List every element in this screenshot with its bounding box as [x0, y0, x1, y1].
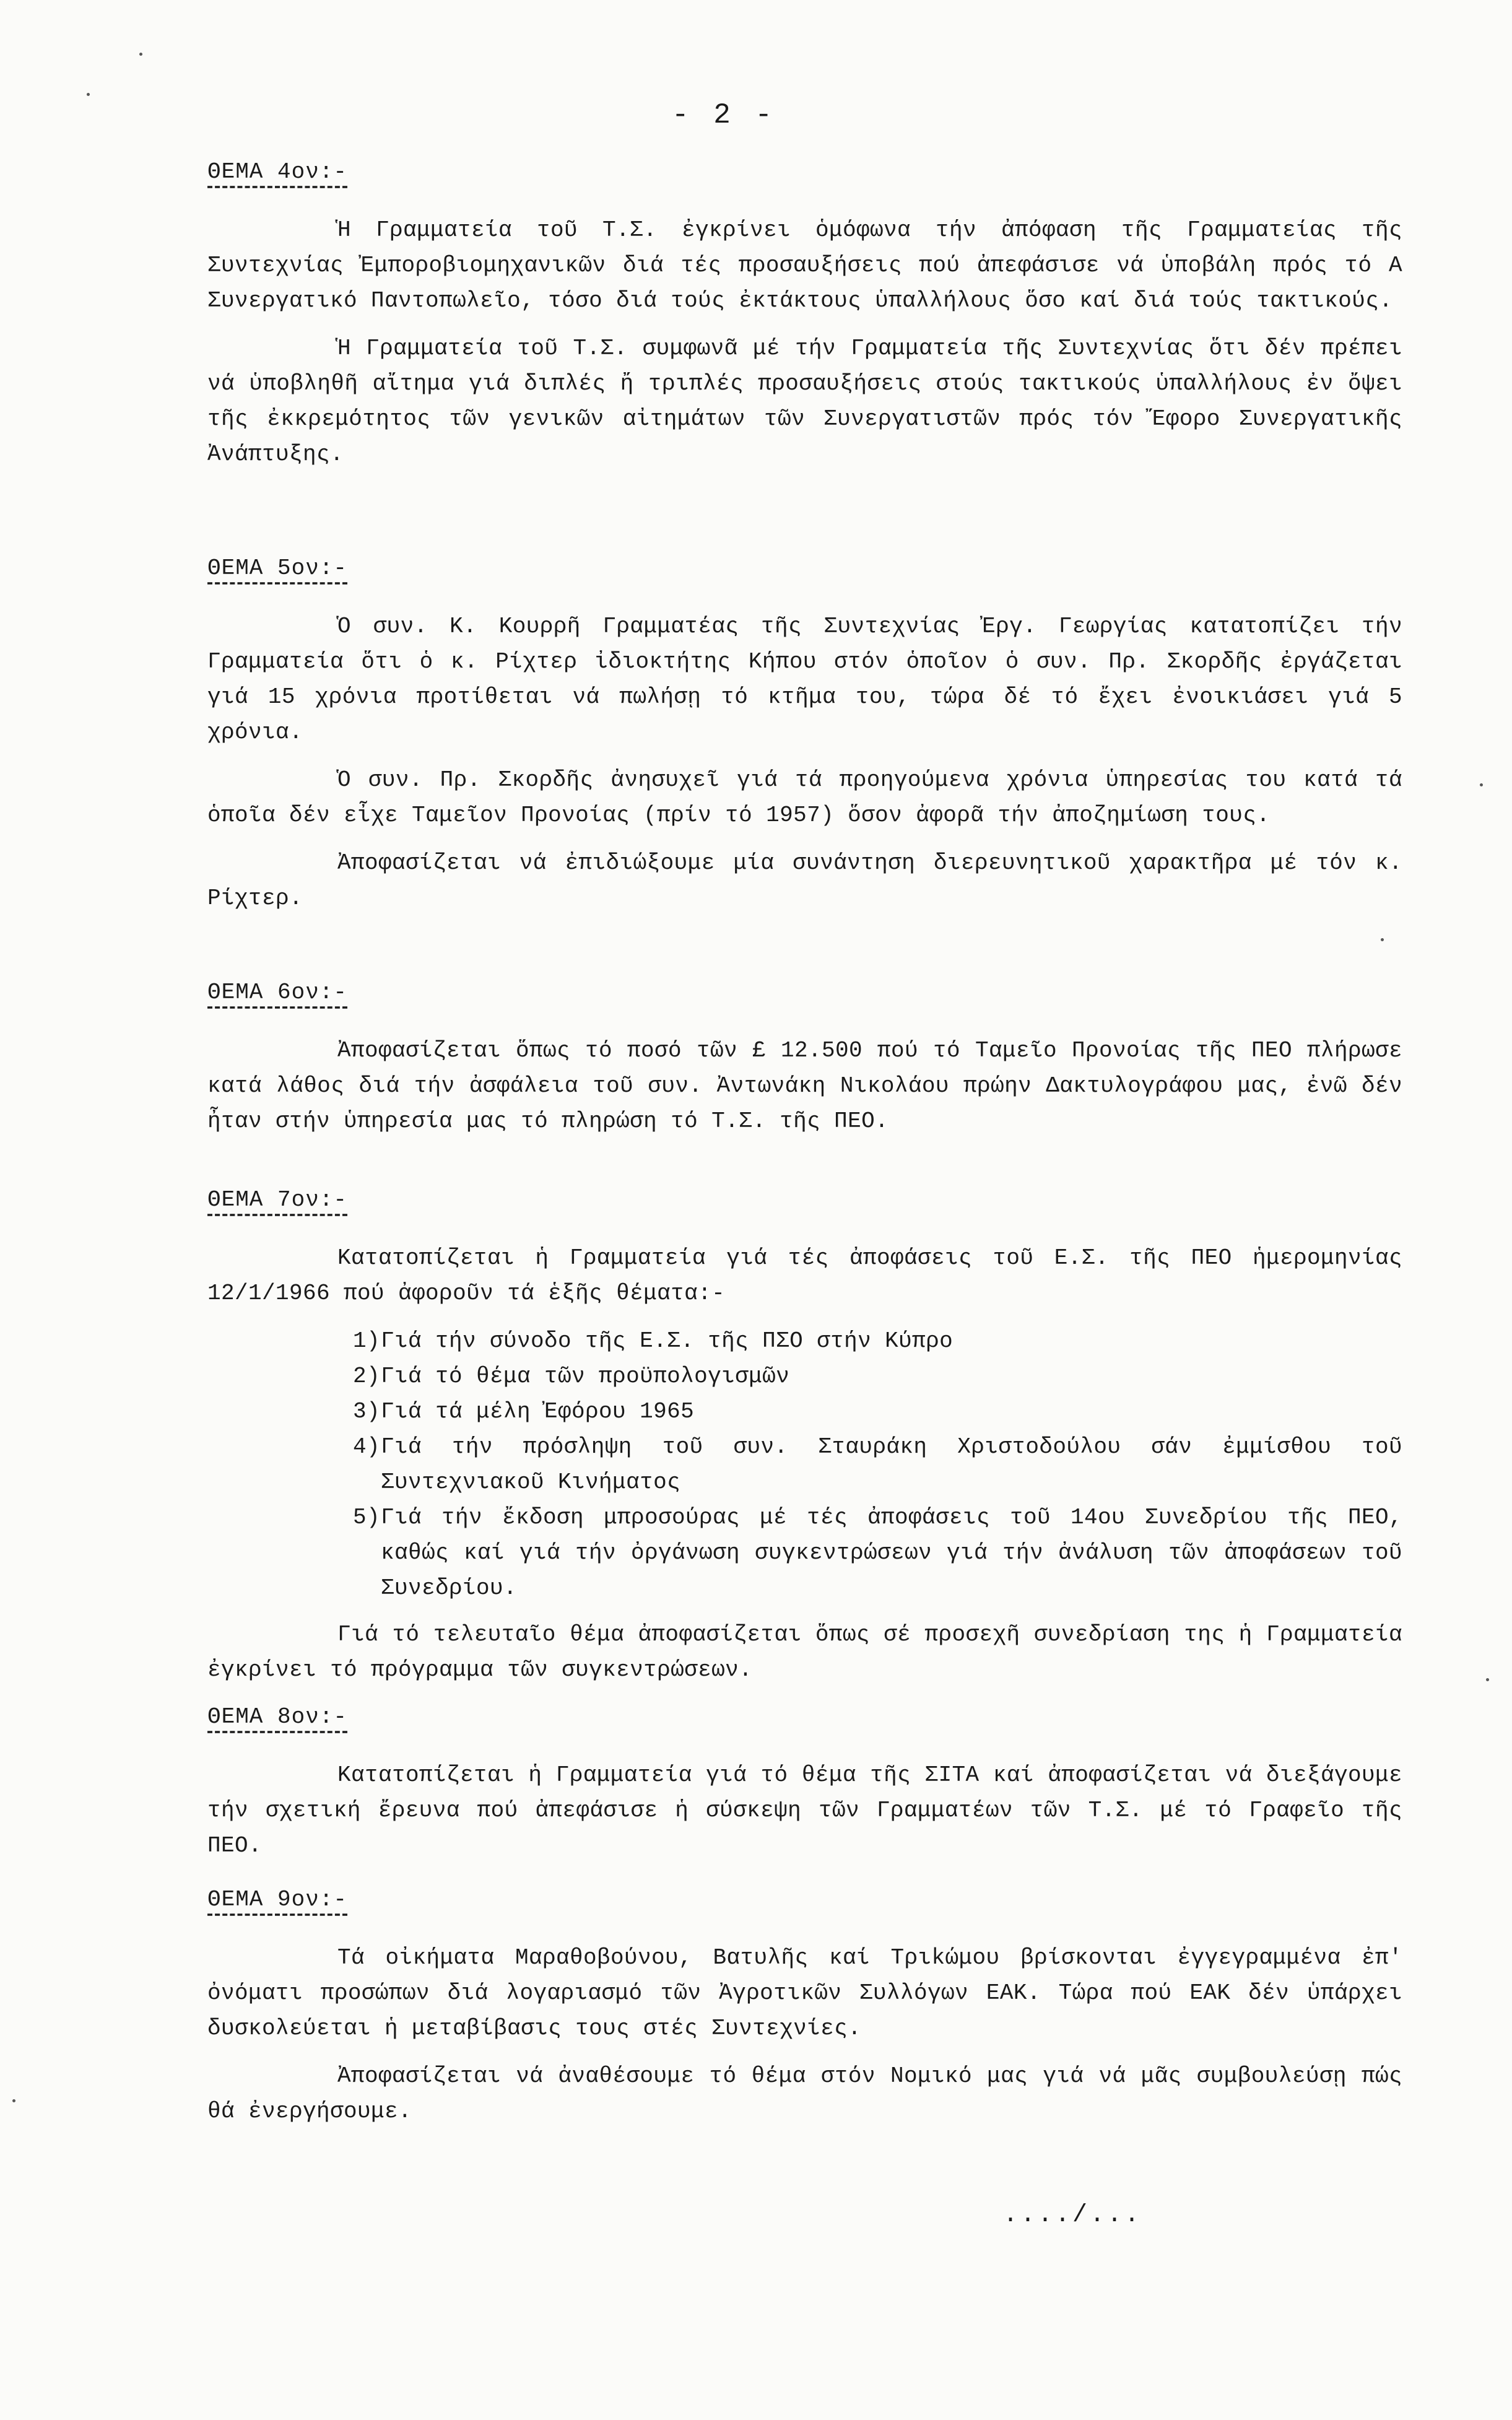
scan-speck — [87, 93, 90, 96]
list-number: 2) — [353, 1364, 381, 1389]
list-text: Γιά τά μέλη Ἐφόρου 1965 — [381, 1399, 695, 1424]
paragraph: Ἡ Γραμματεία τοῦ Τ.Σ. ἐγκρίνει ὁμόφωνα τήν ἀπόφαση τῆς Γραμματείας τῆς Συντεχνίας Ἐμποροβιομηχανικῶν διά τές προσαυξήσεις πού ἀπεφάσισε νά ὑποβάλη πρός τό Α Συνεργατικό Παντοπωλεῖο, τόσο διά τούς ἐκτάκτους ὑπαλλήλους ὅσο καί διά τούς τακτικούς. — [207, 217, 1402, 313]
section-heading: ΘΕΜΑ 6ον:- — [207, 980, 348, 1005]
section-heading: ΘΕΜΑ 9ον:- — [207, 1887, 348, 1912]
continuation-mark: ..../... — [1003, 2201, 1142, 2229]
section-heading: ΘΕΜΑ 7ον:- — [207, 1187, 348, 1212]
scan-speck — [1381, 938, 1384, 941]
paragraph: Τά οἰκήματα Μαραθοβούνου, Βατυλῆς καί Τριkώμου βρίσκονται ἐγγεγραμμένα ἐπ' ὀνόματι προσώπων διά λογαριασμό τῶν Ἀγροτικῶν Συλλόγων ΕΑΚ. Τώρα πού ΕΑΚ δέν ὑπάρχει δυσκολεύεται ἡ μεταβίβασις τους στές Συντεχνίες. — [207, 1945, 1402, 2041]
list-text: Γιά τό θέμα τῶν προϋπολογισμῶν — [381, 1364, 790, 1389]
list-item — [207, 1323, 1402, 1359]
list-number: 4) — [353, 1434, 381, 1460]
list-item — [207, 1429, 1402, 1500]
section-9 — [207, 1886, 1402, 2141]
list-number: 1) — [353, 1328, 381, 1354]
paragraph: Ὁ συν. Πρ. Σκορδῆς ἀνησυχεῖ γιά τά προηγούμενα χρόνια ὑπηρεσίας του κατά τά ὁποῖα δέν εἶχε Ταμεῖον Προνοίας (πρίν τό 1957) ὅσον ἀφορᾶ τήν ἀποζημίωση τους. — [207, 767, 1402, 828]
paragraph: Ἡ Γραμματεία τοῦ Τ.Σ. συμφωνᾶ μέ τήν Γραμματεία τῆς Συντεχνίας ὅτι δέν πρέπει νά ὑποβληθῆ αἴτημα γιά διπλές ἤ τριπλές προσαυξήσεις στούς τακτικούς ὑπαλλήλους ἐν ὄψει τῆς ἐκκρεμότητος τῶν γενικῶν αἰτημάτων τῶν Συνεργατιστῶν πρός τόν Ἔφορο Συνεργατικῆς Ἀνάπτυξης. — [207, 336, 1402, 467]
section-heading: ΘΕΜΑ 5ον:- — [207, 555, 348, 581]
paragraph: Κατατοπίζεται ἡ Γραμματεία γιά τές ἀποφάσεις τοῦ Ε.Σ. τῆς ΠΕΟ ἡμερομηνίας 12/1/1966 πού ἀφοροῦν τά ἑξῆς θέματα:- — [207, 1245, 1402, 1306]
paragraph: Γιά τό τελευταῖο θέμα ἀποφασίζεται ὅπως σέ προσεχῆ συνεδρίαση της ἡ Γραμματεία ἐγκρίνει τό πρόγραμμα τῶν συγκεντρώσεων. — [207, 1622, 1402, 1682]
scan-speck — [1486, 1678, 1489, 1681]
section-7 — [207, 1186, 1402, 1700]
paragraph: Ἀποφασίζεται νά ἐπιδιώξουμε μία συνάντηση διερευνητικοῦ χαρακτῆρα μέ τόν κ. Ρίχτερ. — [207, 850, 1402, 911]
list-number: 5) — [353, 1505, 381, 1530]
topic-list — [207, 1323, 1402, 1606]
list-item — [207, 1500, 1402, 1606]
page-number: - 2 - — [672, 99, 776, 131]
section-6 — [207, 978, 1402, 1151]
list-item — [207, 1394, 1402, 1429]
list-text: Γιά τήν πρόσληψη τοῦ συν. Σταυράκη Χριστοδούλου σάν ἐμμίσθου τοῦ Συντεχνιακοῦ Κινήματος — [381, 1434, 1402, 1495]
section-4 — [207, 158, 1402, 484]
list-item — [207, 1359, 1402, 1394]
list-number: 3) — [353, 1399, 381, 1424]
paragraph: Ἀποφασίζεται νά ἀναθέσουμε τό θέμα στόν Νομικό μας γιά νά μᾶς συμβουλεύσῃ πώς θά ἐνεργήσουμε. — [207, 2063, 1402, 2124]
section-5 — [207, 554, 1402, 928]
scan-speck — [12, 2099, 15, 2102]
section-8 — [207, 1703, 1402, 1876]
paragraph: Ἀποφασίζεται ὅπως τό ποσό τῶν £ 12.500 πού τό Ταμεῖο Προνοίας τῆς ΠΕΟ πλήρωσε κατά λάθος διά τήν ἀσφάλεια τοῦ συν. Ἀντωνάκη Νικολάου πρώην Δακτυλογράφου μας, ἐνῶ δέν ἦταν στήν ὑπηρεσία μας τό πληρώση τό Τ.Σ. τῆς ΠΕΟ. — [207, 1038, 1402, 1134]
list-text: Γιά τήν ἔκδοση μπροσούρας μέ τές ἀποφάσεις τοῦ 14ου Συνεδρίου τῆς ΠΕΟ, καθώς καί γιά τήν ὀργάνωση συγκεντρώσεων γιά τήν ἀνάλυση τῶν ἀποφάσεων τοῦ Συνεδρίου. — [381, 1505, 1402, 1601]
list-text: Γιά τήν σύνοδο τῆς Ε.Σ. τῆς ΠΣΟ στήν Κύπρο — [381, 1328, 954, 1354]
scan-speck — [1480, 783, 1483, 786]
section-heading: ΘΕΜΑ 8ον:- — [207, 1704, 348, 1730]
paragraph: Ὁ συν. Κ. Κουρρῆ Γραμματέας τῆς Συντεχνίας Ἐργ. Γεωργίας κατατοπίζει τήν Γραμματεία ὅτι ὁ κ. Ρίχτερ ἰδιοκτήτης Κήπου στόν ὁποῖον ὁ συν. Πρ. Σκορδῆς ἐργάζεται γιά 15 χρόνια προτίθεται νά πωλήσῃ τό κτῆμα του, τώρα δέ τό ἔχει ἐνοικιάσει γιά 5 χρόνια. — [207, 614, 1402, 745]
scan-speck — [139, 53, 142, 56]
section-heading: ΘΕΜΑ 4ον:- — [207, 159, 348, 185]
paragraph: Κατατοπίζεται ἡ Γραμματεία γιά τό θέμα τῆς ΣΙΤΑ καί ἀποφασίζεται νά διεξάγουμε τήν σχετική ἔρευνα πού ἀπεφάσισε ἡ σύσκεψη τῶν Γραμματέων τῶν Τ.Σ. μέ τό Γραφεῖο τῆς ΠΕΟ. — [207, 1762, 1402, 1858]
